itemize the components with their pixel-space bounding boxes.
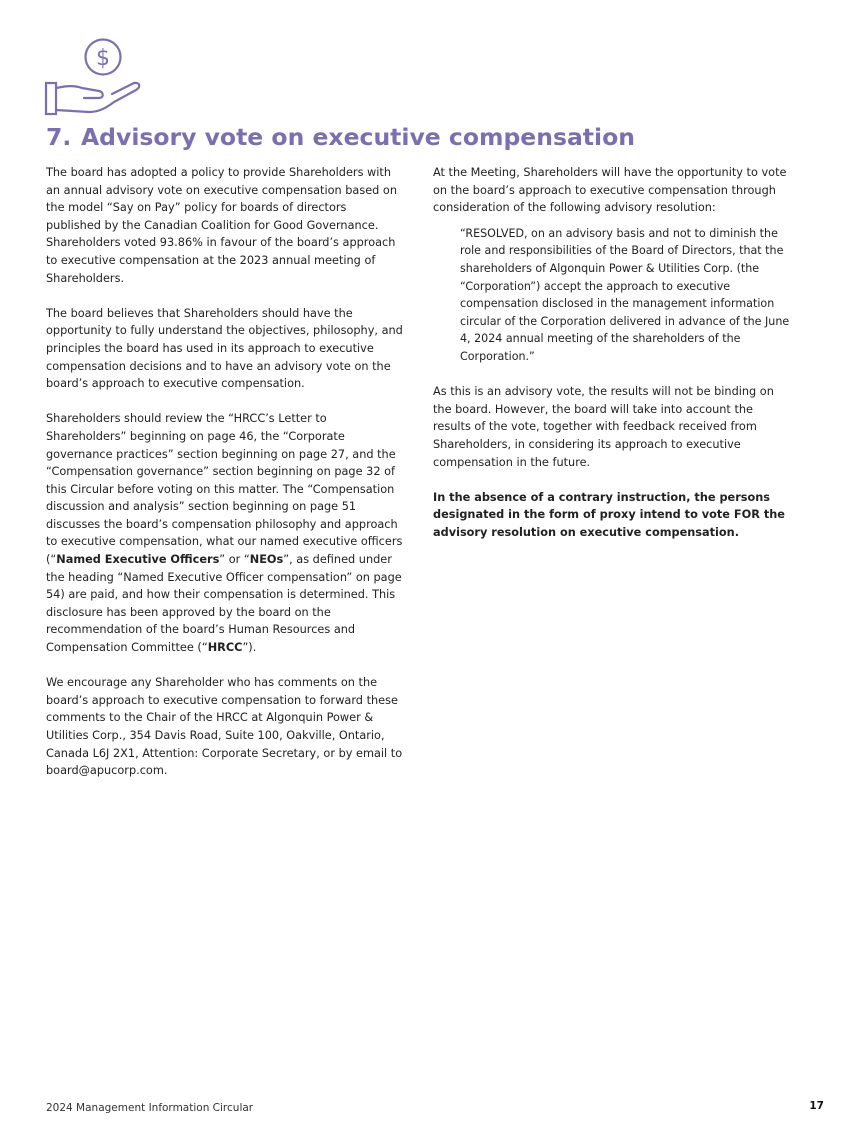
dollar-hand-icon: [44, 36, 144, 120]
left-column: [46, 164, 404, 797]
comments-contact-paragraph: We encourage any Shareholder who has comments on the board’s approach to executive compensation to forward these comments to the Chair of the HRCC at Algonquin Power & Utilities Corp., 354 Davis Road, Suite 100, Oakville, Ontario, Canada L6J 2X1, Attention: Corporate Secretary, or by email to board@apucorp.com.: [46, 676, 403, 778]
board-belief-paragraph: The board believes that Shareholders should have the opportunity to fully understand the objectives, philosophy, and principles the board has used in its approach to executive compensation decisions and to have an advisory vote on the board’s approach to executive compensation.: [46, 306, 403, 391]
section-title-text: Advisory vote on executive compensation: [81, 123, 635, 151]
defined-term-neos: NEOs: [249, 553, 284, 567]
defined-term-named-executive-officers: Named Executive Officers: [56, 553, 220, 567]
proxy-vote-note: In the absence of a contrary instruction, the persons designated in the form of proxy intend to vote FOR the advisory resolution on executive compensation.: [433, 490, 785, 539]
say-on-pay-paragraph: The board has adopted a policy to provide Shareholders with an annual advisory vote on executive compensation based on the model “Say on Pay” policy for boards of directors published by the Canadian Coalition for Good Governance. Shareholders voted 93.86% in favour of the board’s approach to executive compensation at the 2023 annual meeting of Shareholders.: [46, 166, 398, 285]
defined-term-hrcc: HRCC: [207, 641, 243, 655]
non-binding-paragraph: As this is an advisory vote, the results will not be binding on the board. However, the board will take into account the results of the vote, together with feedback received from Shareholders, in considering its approach to executive compensation in the future.: [433, 385, 774, 469]
section-title: [46, 123, 806, 151]
svg-text:$: $: [96, 46, 110, 71]
footer-document-title: 2024 Management Information Circular: [46, 1102, 254, 1114]
section-number: 7.: [46, 123, 72, 151]
review-sections-paragraph: Shareholders should review the “HRCC’s Letter to Shareholders” beginning on page 46, the “Corporate governance practices” section beginning on page 27, and the “Compensation governance” section beginning on page 32 of this Circular before voting on this matter. The “Compensation discussion and analysis” section beginning on page 51 discusses the board’s compensation philosophy and approach to executive compensation, what our named executive officers (“Named Executive Officers” or “NEOs”, as defined under the heading “Named Executive Officer compensation” on page 54) are paid, and how their compensation is determined. This disclosure has been approved by the board on the recommendation of the board’s Human Resources and Compensation Committee (“HRCC”).: [46, 412, 403, 655]
page-number: 17: [809, 1100, 824, 1112]
advisory-resolution-quote: “RESOLVED, on an advisory basis and not to diminish the role and responsibilities of the Board of Directors, that the shareholders of Algonquin Power & Utilities Corp. (the “Corporation”) accept the approach to executive compensation disclosed in the management information circular of the Corporation delivered in advance of the June 4, 2024 annual meeting of the shareholders of the Corporation.”: [460, 226, 790, 363]
meeting-vote-paragraph: At the Meeting, Shareholders will have the opportunity to vote on the board’s approach to executive compensation through consideration of the following advisory resolution:: [433, 166, 787, 215]
right-column: [433, 164, 793, 559]
